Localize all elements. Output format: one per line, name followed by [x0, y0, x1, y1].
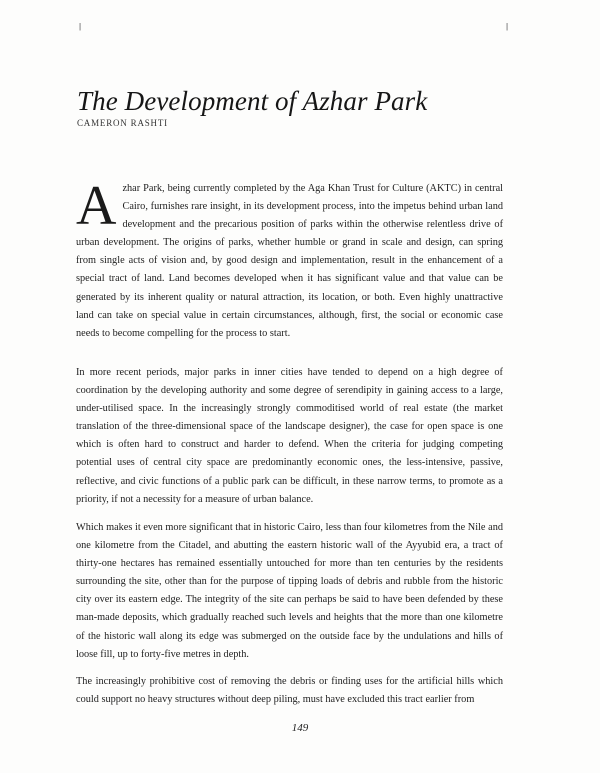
paragraph-2-block	[76, 364, 503, 509]
article-body	[76, 175, 503, 343]
article-title: The Development of Azhar Park	[77, 86, 428, 116]
paragraph-4: The increasingly prohibitive cost of removing the debris or finding uses for the artificial hills which could support no heavy structures without deep piling, must have excluded this tract earlier from	[76, 676, 503, 706]
paragraph-3-block	[76, 519, 503, 664]
corner-mark-top-left: |	[79, 22, 82, 31]
author-name: CAMERON RASHTI	[77, 118, 168, 128]
paragraph-1-text: zhar Park, being currently completed by the Aga Khan Trust for Culture (AKTC) in central Cairo, furnishes rare insight, in its development process, into the impetus behind urban land development and the precarious position of parks within the otherwise relentless drive of urban development. The origins of parks, whether humble or grand in scale and design, can spring from single acts of vision and, by good design and implementation, result in the enhancement of a special tract of land. Land becomes developed when it has significant value and that value can be generated by its inherent quality or natural attraction, its location, or both. Even highly unattractive land can take on special value in certain circumstances, although, first, the social or economic case needs to become compelling for the process to start.	[76, 183, 503, 339]
paragraph-3: Which makes it even more significant that in historic Cairo, less than four kilometres from the Nile and one kilometre from the Citadel, and abutting the eastern historic wall of the Ayyubid era, a tract of thirty-one hectares has remained essentially untouched for more than ten centuries by the residents surrounding the site, other than for the purpose of tipping loads of debris and rubble from the historic city over its eastern edge. The integrity of the site can perhaps be said to have been defended by these man-made deposits, which gradually reached such levels and heights that the more than one kilometre of the historic wall along its edge was submerged on the outside face by the undulations and hills of loose fill, up to forty-five metres in depth.	[76, 522, 503, 660]
paragraph-2: In more recent periods, major parks in inner cities have tended to depend on a high degree of coordination by the developing authority and some degree of serendipity in gaining access to a large, under-utilised space. In the increasingly strongly commoditised world of real estate (the market translation of the three-dimensional space of the landscape designer), the case for open space is one which is often hard to construct and harder to defend. When the criteria for judging competing potential uses of central city space are predominantly economic ones, the less-intensive, passive, reflective, and civic functions of a public park can be difficult, in these narrow terms, to promote as a priority, if not a necessity for a measure of urban balance.	[76, 367, 503, 505]
page-number: 149	[291, 722, 309, 734]
paragraph-1	[76, 175, 503, 343]
drop-cap: A	[76, 175, 117, 237]
corner-mark-top-right: |	[506, 22, 509, 31]
paragraph-4-block	[76, 673, 503, 709]
